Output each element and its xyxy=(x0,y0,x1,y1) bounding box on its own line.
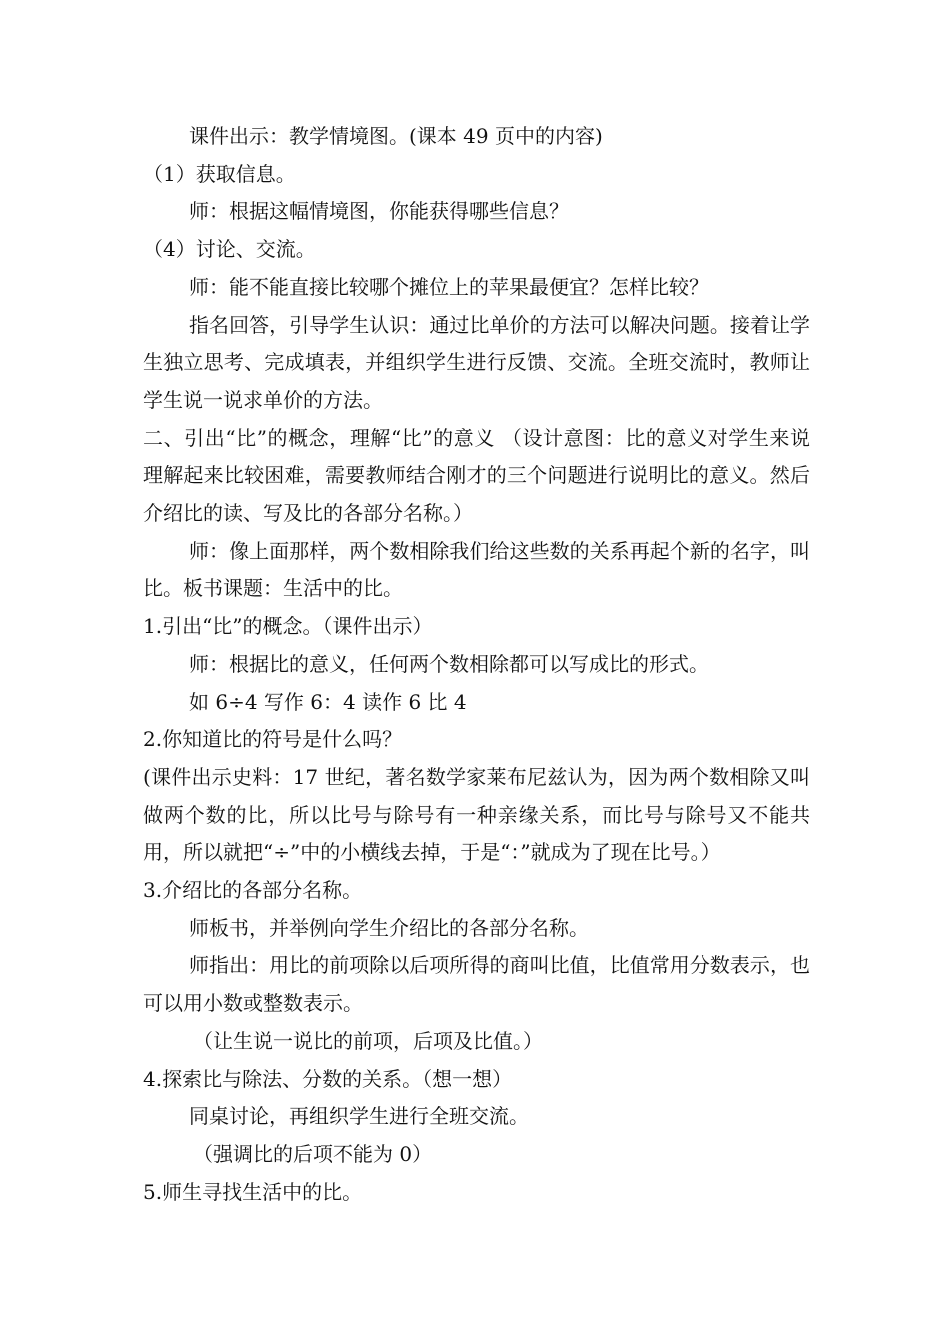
paragraph-teacher-question-info: 师：根据这幅情境图，你能获得哪些信息？ xyxy=(189,199,569,224)
paragraph-example: 如 6÷4 写作 6：4 读作 6 比 4 xyxy=(189,689,467,714)
paragraph-ratio-form: 师：根据比的意义，任何两个数相除都可以写成比的形式。 xyxy=(189,651,709,676)
paragraph-history: (课件出示史料：17 世纪，著名数学家莱布尼兹认为，因为两个数相除又叫做两个数的比，所以比号与除号有一种亲缘关系，而比号与除号又不能共用，所以就把“÷”中的小横线去掉，于是“：”就成为了现在比号。） xyxy=(143,764,810,865)
paragraph-item-2: 2.你知道比的符号是什么吗？ xyxy=(143,727,403,752)
paragraph-courseware-scene: 课件出示：教学情境图。(课本 49 页中的内容) xyxy=(189,124,603,148)
paragraph-board: 师板书，并举例向学生介绍比的各部分名称。 xyxy=(189,915,589,940)
document-body xyxy=(143,118,810,1211)
paragraph-item-4: 4.探索比与除法、分数的关系。（想一想） xyxy=(143,1066,513,1091)
paragraph-section-two: 二、引出“比”的概念，理解“比”的意义 （设计意图：比的意义对学生来说理解起来比较困难，需要教师结合刚才的三个问题进行说明比的意义。然后介绍比的读、写及比的各部分名称。） xyxy=(143,425,810,526)
paragraph-item-1: 1.引出“比”的概念。（课件出示） xyxy=(143,614,433,639)
paragraph-emphasis: （强调比的后项不能为 0） xyxy=(193,1141,433,1166)
paragraph-ratio-name: 师：像上面那样，两个数相除我们给这些数的关系再起个新的名字，叫比。板书课题：生活中的比。 xyxy=(143,538,810,601)
paragraph-teacher-compare: 师：能不能直接比较哪个摊位上的苹果最便宜？怎样比较？ xyxy=(189,274,709,299)
paragraph-desk-discuss: 同桌讨论，再组织学生进行全班交流。 xyxy=(189,1104,529,1129)
paragraph-ratio-value: 师指出：用比的前项除以后项所得的商叫比值，比值常用分数表示，也可以用小数或整数表示。 xyxy=(143,953,810,1016)
paragraph-item-3: 3.介绍比的各部分名称。 xyxy=(143,878,363,903)
paragraph-get-info: （1）获取信息。 xyxy=(143,161,296,186)
paragraph-unit-price: 指名回答，引导学生认识：通过比单价的方法可以解决问题。接着让学生独立思考、完成填表，并组织学生进行反馈、交流。全班交流时，教师让学生说一说求单价的方法。 xyxy=(143,312,810,412)
paragraph-student-say: （让生说一说比的前项，后项及比值。） xyxy=(193,1028,543,1053)
paragraph-item-5: 5.师生寻找生活中的比。 xyxy=(143,1179,363,1204)
paragraph-discuss: （4）讨论、交流。 xyxy=(143,237,316,262)
